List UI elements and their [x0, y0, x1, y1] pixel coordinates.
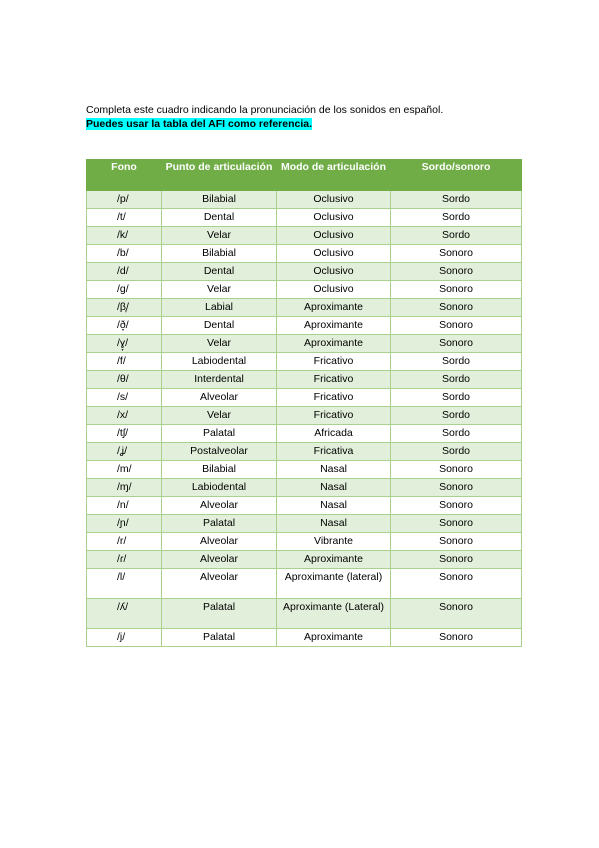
- cell-sonoridad: Sonoro: [391, 515, 522, 533]
- table-row: [87, 335, 522, 353]
- table-row: [87, 497, 522, 515]
- phoneme-table: [86, 159, 522, 647]
- cell-fono: /r/: [87, 533, 162, 551]
- cell-fono: /k/: [87, 227, 162, 245]
- cell-modo: Nasal: [277, 461, 391, 479]
- table-row: [87, 299, 522, 317]
- table-row: [87, 389, 522, 407]
- table-header-row: [87, 160, 522, 191]
- table-row: [87, 551, 522, 569]
- cell-fono: /ʝ/: [87, 443, 162, 461]
- cell-sonoridad: Sordo: [391, 191, 522, 209]
- cell-modo: Oclusivo: [277, 227, 391, 245]
- cell-fono: /ɲ/: [87, 515, 162, 533]
- table-row: [87, 407, 522, 425]
- table-row: [87, 281, 522, 299]
- cell-sonoridad: Sordo: [391, 443, 522, 461]
- cell-sonoridad: Sonoro: [391, 533, 522, 551]
- cell-modo: Fricativo: [277, 389, 391, 407]
- table-row: [87, 227, 522, 245]
- cell-sonoridad: Sonoro: [391, 599, 522, 629]
- instruction-note: [86, 117, 443, 131]
- table-row: [87, 533, 522, 551]
- cell-punto: Dental: [162, 263, 277, 281]
- cell-sonoridad: Sordo: [391, 353, 522, 371]
- cell-fono: /b/: [87, 245, 162, 263]
- cell-fono: /n/: [87, 497, 162, 515]
- cell-punto: Palatal: [162, 629, 277, 647]
- cell-fono: /s/: [87, 389, 162, 407]
- cell-punto: Palatal: [162, 515, 277, 533]
- cell-fono: /tʃ/: [87, 425, 162, 443]
- header-modo: Modo de articulación: [277, 160, 391, 191]
- cell-modo: Fricativa: [277, 443, 391, 461]
- cell-punto: Labiodental: [162, 353, 277, 371]
- cell-modo: Aproximante: [277, 299, 391, 317]
- header-punto: Punto de articulación: [162, 160, 277, 191]
- table-row: [87, 629, 522, 647]
- cell-modo: Oclusivo: [277, 263, 391, 281]
- header-fono: Fono: [87, 160, 162, 191]
- table-row: [87, 569, 522, 599]
- table-row: [87, 443, 522, 461]
- cell-sonoridad: Sonoro: [391, 317, 522, 335]
- cell-modo: Oclusivo: [277, 281, 391, 299]
- cell-punto: Alveolar: [162, 497, 277, 515]
- cell-fono: /ð̞/: [87, 317, 162, 335]
- cell-sonoridad: Sonoro: [391, 263, 522, 281]
- cell-sonoridad: Sonoro: [391, 629, 522, 647]
- cell-sonoridad: Sordo: [391, 209, 522, 227]
- cell-punto: Alveolar: [162, 389, 277, 407]
- cell-modo: Fricativo: [277, 353, 391, 371]
- cell-punto: Velar: [162, 281, 277, 299]
- cell-punto: Labial: [162, 299, 277, 317]
- cell-punto: Velar: [162, 227, 277, 245]
- cell-sonoridad: Sonoro: [391, 551, 522, 569]
- table-row: [87, 371, 522, 389]
- cell-modo: Nasal: [277, 497, 391, 515]
- cell-sonoridad: Sonoro: [391, 281, 522, 299]
- cell-sonoridad: Sordo: [391, 227, 522, 245]
- cell-modo: Nasal: [277, 515, 391, 533]
- table-row: [87, 515, 522, 533]
- cell-sonoridad: Sonoro: [391, 335, 522, 353]
- cell-sonoridad: Sordo: [391, 407, 522, 425]
- cell-fono: /d/: [87, 263, 162, 281]
- cell-punto: Alveolar: [162, 551, 277, 569]
- instructions: [86, 103, 443, 131]
- cell-fono: /j/: [87, 629, 162, 647]
- cell-punto: Dental: [162, 209, 277, 227]
- cell-sonoridad: Sonoro: [391, 479, 522, 497]
- cell-punto: Alveolar: [162, 569, 277, 599]
- cell-punto: Interdental: [162, 371, 277, 389]
- cell-modo: Oclusivo: [277, 191, 391, 209]
- cell-punto: Palatal: [162, 599, 277, 629]
- table-row: [87, 461, 522, 479]
- cell-sonoridad: Sonoro: [391, 299, 522, 317]
- cell-modo: Aproximante (Lateral): [277, 599, 391, 629]
- table-row: [87, 425, 522, 443]
- cell-sonoridad: Sordo: [391, 389, 522, 407]
- cell-sonoridad: Sonoro: [391, 497, 522, 515]
- cell-fono: /m/: [87, 461, 162, 479]
- table-row: [87, 191, 522, 209]
- table-row: [87, 353, 522, 371]
- cell-punto: Bilabial: [162, 461, 277, 479]
- cell-modo: Vibrante: [277, 533, 391, 551]
- cell-fono: /ʎ/: [87, 599, 162, 629]
- cell-fono: /g/: [87, 281, 162, 299]
- cell-modo: Aproximante: [277, 629, 391, 647]
- cell-modo: Aproximante: [277, 317, 391, 335]
- instruction-line: Completa este cuadro indicando la pronunciación de los sonidos en español.: [86, 104, 444, 116]
- cell-fono: /ɾ/: [87, 551, 162, 569]
- cell-punto: Alveolar: [162, 533, 277, 551]
- header-sordo-sonoro: Sordo/sonoro: [391, 160, 522, 191]
- highlighted-note: Puedes usar la tabla del AFI como referencia.: [86, 118, 313, 130]
- cell-modo: Oclusivo: [277, 209, 391, 227]
- table-row: [87, 479, 522, 497]
- cell-sonoridad: Sonoro: [391, 569, 522, 599]
- cell-fono: /θ/: [87, 371, 162, 389]
- cell-sonoridad: Sordo: [391, 371, 522, 389]
- table-row: [87, 245, 522, 263]
- cell-modo: Fricativo: [277, 407, 391, 425]
- cell-fono: /ɣ̞/: [87, 335, 162, 353]
- cell-modo: Oclusivo: [277, 245, 391, 263]
- cell-fono: /p/: [87, 191, 162, 209]
- cell-sonoridad: Sordo: [391, 425, 522, 443]
- cell-modo: Aproximante: [277, 551, 391, 569]
- cell-fono: /t/: [87, 209, 162, 227]
- cell-fono: /ɱ/: [87, 479, 162, 497]
- cell-modo: Aproximante: [277, 335, 391, 353]
- cell-punto: Dental: [162, 317, 277, 335]
- cell-punto: Postalveolar: [162, 443, 277, 461]
- cell-fono: /β̞/: [87, 299, 162, 317]
- cell-fono: /l/: [87, 569, 162, 599]
- cell-fono: /f/: [87, 353, 162, 371]
- cell-fono: /x/: [87, 407, 162, 425]
- cell-punto: Palatal: [162, 425, 277, 443]
- cell-punto: Velar: [162, 335, 277, 353]
- table-row: [87, 317, 522, 335]
- cell-punto: Labiodental: [162, 479, 277, 497]
- cell-modo: Aproximante (lateral): [277, 569, 391, 599]
- cell-modo: Fricativo: [277, 371, 391, 389]
- cell-sonoridad: Sonoro: [391, 461, 522, 479]
- cell-punto: Velar: [162, 407, 277, 425]
- cell-punto: Bilabial: [162, 191, 277, 209]
- cell-modo: Nasal: [277, 479, 391, 497]
- cell-punto: Bilabial: [162, 245, 277, 263]
- table-row: [87, 599, 522, 629]
- table-row: [87, 263, 522, 281]
- cell-modo: Africada: [277, 425, 391, 443]
- cell-sonoridad: Sonoro: [391, 245, 522, 263]
- table-row: [87, 209, 522, 227]
